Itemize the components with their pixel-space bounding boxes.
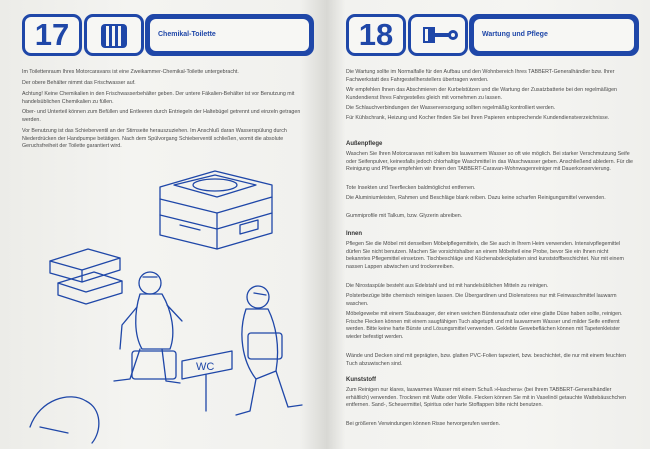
innen-paragraph-4: Möbelgewebe mit einem Staubsauger, der einen weichen Bürstenaufsatz oder eine glatte Düse haben sollte, reinigen. Frische Flecken können mit einem saugfähigen Tuch abgetupft und mit lauwarmem Wasser und milder Seife entfernt werden. Bitte keine harte Bürste und Lösungsmittel verwenden. Geklebte Gewebeflächen können mit Tapetenkleister wieder befestigt werden. — [346, 311, 623, 340]
innen-paragraph-2: Die Nirostaspüle besteht aus Edelstahl und ist mit handelsüblichen Mitteln zu reinigen. — [346, 283, 549, 289]
innen-paragraph-5: Wände und Decken sind mit geprägten, bzw. glatten PVC-Folien tapeziert, bzw. beschichtet, die nur mit einem feuchten Tuch abzuwischen sind. — [346, 353, 627, 367]
heading-kunststoff: Kunststoff — [346, 377, 376, 383]
heading-aussenpflege: Außenpflege — [346, 141, 383, 147]
section-number-18: 18 — [346, 14, 406, 56]
section-number-17: 17 — [22, 14, 82, 56]
wc-sign-text: WC — [196, 361, 215, 373]
kunststoff-paragraph-1: Zum Reinigen nur klares, lauwarmes Wasser mit einem Schuß »Haschera« (bei Ihrem TABBERT-Generalhändler erhältlich) verwenden. Trocknen mit Watte oder Wolle. Flecken können Sie mit in Vaselinöl getauchte Wattebäuschchen entfernen. Sand-, Scheuermittel, Spiritus oder harte Stoffappen bitte nicht benutzen. — [346, 387, 626, 409]
intro-paragraph-1: Die Wartung sollte im Normalfalle für den Aufbau und den Wohnbereich Ihres TABBERT-Generalhändler bzw. Ihrer Fachwerkstatt des Fahrgestellherstellers übertragen werden. — [346, 69, 615, 83]
aussen-paragraph-3: Die Aluminiumleisten, Rahmen und Beschläge blank reiben. Dazu keine scharfen Reinigungsmittel verwenden. — [346, 195, 606, 201]
aussen-paragraph-4: Gummiprofile mit Talkum, bzw. Glyzerin abreiben. — [346, 213, 463, 219]
left-paragraph-1: Im Toilettenraum Ihres Motorcaravans ist eine Zweikammer-Chemikal-Toilette untergebracht. — [22, 69, 239, 75]
left-paragraph-2: Der obere Behälter nimmt das Frischwasser auf. — [22, 80, 136, 86]
innen-paragraph-1: Pflegen Sie die Möbel mit denselben Möbelpflegemitteln, die Sie auch in Ihrem Heim verwenden. Intensivpflegemittel dürfen Sie nicht benutzen. Machen Sie vorsichtshalber an einem Möbelteil eine Probe, bevor Sie ein Ihnen nicht bekanntes Pflegemittel einsetzen. Tischbeschläge und Küchenabdeckplatten sind kunststoffbeschichtet. Nur mit einem nassen Lappen abwischen und trockenreiben. — [346, 241, 624, 270]
title-banner — [469, 14, 639, 56]
toilet-icon-box — [84, 14, 144, 56]
intro-paragraph-2: Wir empfehlen Ihnen das Abschmieren der Kurbelstützen und die Wartung der Zusatzbatterie bei den regelmäßigen Kundendienst Ihres Fahrgestelles gleich mit vornehmen zu lassen. — [346, 87, 617, 101]
aussen-paragraph-1: Waschen Sie Ihren Motorcaravan mit kaltem bis lauwarmem Wasser so oft wie möglich. Bei starker Verschmutzung Seife oder Seifenpulver, keinesfalls jedoch chlorhaltige Waschmittel in das Waschwasser geben. Anschließend abledern. Für die Reinigung und Pflege empfehlen wir Ihnen den TABBERT-Caravan-Wohnwagenreiniger mit Dauerkonservierung. — [346, 151, 633, 173]
right-page — [326, 0, 650, 449]
page-title: Chemikal-Toilette — [150, 19, 309, 51]
toilet-illustration — [10, 165, 310, 445]
left-paragraph-4: Ober- und Unterteil können zum Befüllen und Entleeren durch Entriegeln der Haltebügel getrennt und einzeln getragen werden. — [22, 109, 301, 123]
toilet-tank-icon — [87, 17, 141, 53]
page-title: Wartung und Pflege — [474, 19, 634, 51]
man-sitting-drawing — [114, 272, 182, 383]
man-carrying-drawing — [236, 286, 302, 415]
innen-paragraph-3: Polsterbezüge bitte chemisch reinigen lassen. Die Übergardinen und Diolenstores nur mit Feinwaschmittel lauwarm waschen. — [346, 293, 617, 307]
heading-innen: Innen — [346, 231, 362, 237]
tools-icon-box — [408, 14, 468, 56]
intro-paragraph-3: Die Schlauchverbindungen der Wasserversorgung sollten regelmäßig kontrolliert werden. — [346, 105, 556, 111]
man-foreground-drawing — [30, 397, 99, 443]
tank-parts-drawing — [50, 249, 122, 304]
kunststoff-paragraph-2: Bei größeren Verwindungen können Risse hervorgerufen werden. — [346, 421, 500, 427]
wc-sign-drawing — [182, 351, 232, 411]
left-paragraph-5: Vor Benutzung ist das Schieberventil an der Stirnseite herauszuziehen. Im Anschluß daran Wasserspülung durch Niederdrücken der Handpumpe betätigen. Nach dem Spülvorgang Schieberventil schließen, womit die absolute Geruchsfreiheit der Toilette garantiert wird. — [22, 128, 287, 150]
title-banner — [145, 14, 314, 56]
intro-paragraph-4: Für Kühlschrank, Heizung und Kocher finden Sie bei Ihren Papieren entsprechende Kundendienstverzeichnisse. — [346, 115, 610, 121]
aussen-paragraph-2: Tote Insekten und Teerflecken baldmöglichst entfernen. — [346, 185, 476, 191]
wrench-brush-icon — [411, 17, 465, 53]
left-paragraph-3: Achtung! Keine Chemikalien in den Frischwasserbehälter geben. Der untere Fäkalien-Behälter ist vor Benutzung mit handelsüblichen Chemikalien zu füllen. — [22, 91, 295, 105]
toilet-unit-drawing — [160, 171, 272, 249]
